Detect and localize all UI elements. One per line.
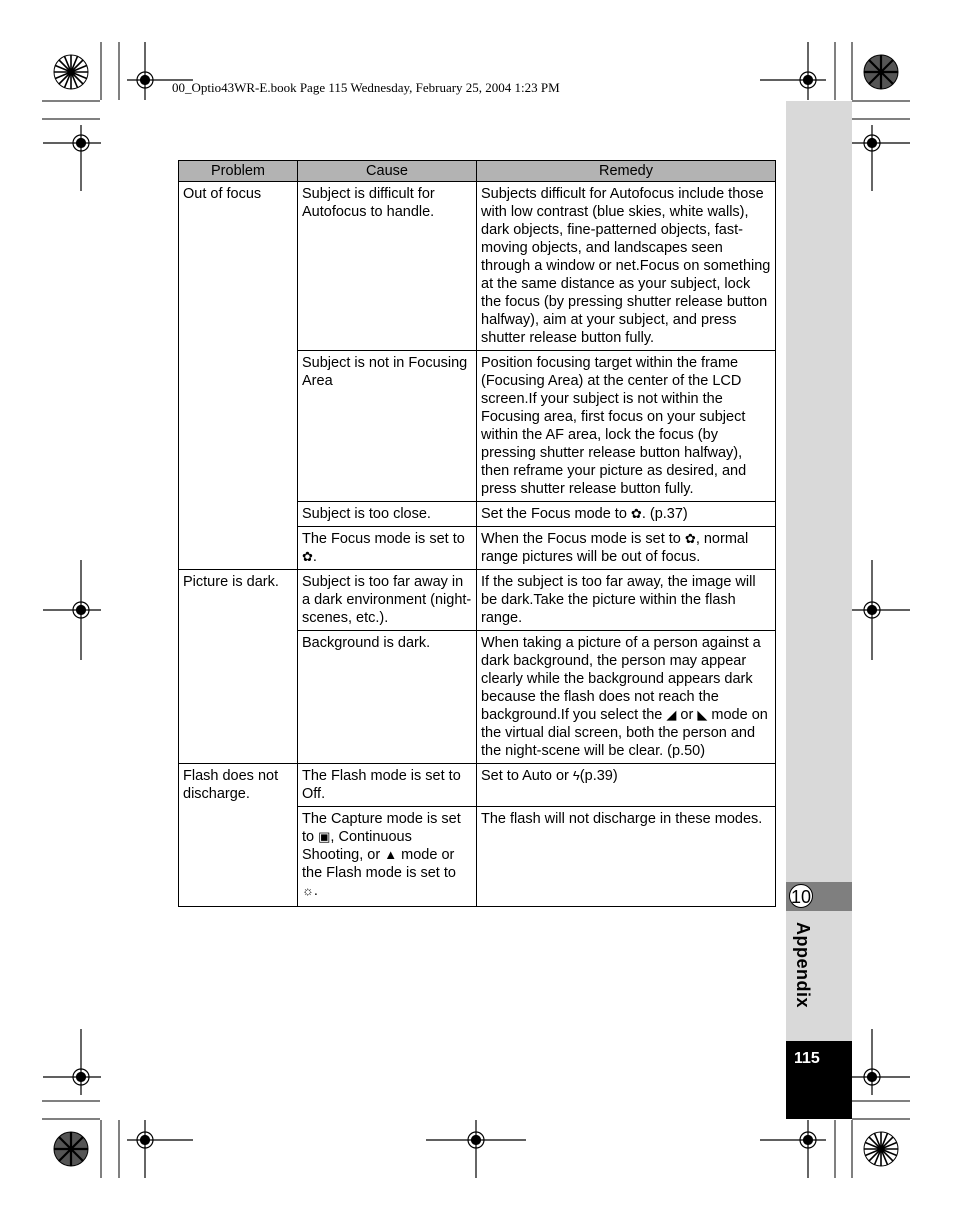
table-row [179, 764, 776, 807]
col-header-remedy: Remedy [477, 161, 776, 182]
cause-cell: The Focus mode is set to ✿. [298, 527, 477, 570]
col-header-problem: Problem [179, 161, 298, 182]
cause-cell: Subject is difficult for Autofocus to handle. [298, 182, 477, 351]
remedy-cell: Set to Auto or ϟ(p.39) [477, 764, 776, 807]
cause-cell: The Flash mode is set to Off. [298, 764, 477, 807]
problem-cell: Picture is dark. [179, 570, 298, 764]
chapter-label: Appendix [793, 922, 813, 1009]
movie-icon: ▣ [318, 829, 331, 844]
flash-icon: ϟ [572, 768, 580, 783]
problem-cell: Flash does not discharge. [179, 764, 298, 907]
troubleshooting-table [178, 160, 776, 907]
table-header-row [179, 161, 776, 182]
macro-icon: ✿ [630, 506, 642, 521]
cause-cell: Subject is not in Focusing Area [298, 351, 477, 502]
remedy-cell: Position focusing target within the frame (Focusing Area) at the center of the LCD screen.If your subject is not within the Focusing area, first focus on your subject within the AF area, lock the focus (by pressing shutter release button halfway), then reframe your picture as desired, and press shutter release button fully. [477, 351, 776, 502]
remedy-cell: Set the Focus mode to ✿. (p.37) [477, 502, 776, 527]
remedy-cell: If the subject is too far away, the image will be dark.Take the picture within the flash range. [477, 570, 776, 631]
problem-cell: Out of focus [179, 182, 298, 570]
print-header: 00_Optio43WR-E.book Page 115 Wednesday, February 25, 2004 1:23 PM [172, 80, 560, 95]
cause-cell: Background is dark. [298, 631, 477, 764]
col-header-cause: Cause [298, 161, 477, 182]
sun-icon: ☼ [302, 883, 314, 898]
remedy-cell: The flash will not discharge in these modes. [477, 807, 776, 907]
table-row [179, 182, 776, 351]
table-row [179, 570, 776, 631]
remedy-cell: When taking a picture of a person against a dark background, the person may appear clearly while the background appears dark because the flash does not reach the background.If you select the ◢ or ◣ mode on the virtual dial screen, both the person and the night-scene will be clear. (p.50) [477, 631, 776, 764]
cause-cell: The Capture mode is set to ▣, Continuous Shooting, or ▲ mode or the Flash mode is set to ☼. [298, 807, 477, 907]
landscape-icon: ▲ [384, 847, 398, 862]
cause-cell: Subject is too close. [298, 502, 477, 527]
remedy-cell: Subjects difficult for Autofocus include those with low contrast (blue skies, white walls), dark objects, fine-patterned objects, fast-moving objects, and landscapes seen through a window or net.Focus on something at the same distance as your subject, lock the focus (by pressing shutter release button halfway), aim at your subject, and press shutter release button fully. [477, 182, 776, 351]
chapter-number: 10 [789, 884, 813, 908]
macro-icon: ✿ [302, 549, 313, 564]
night-scene-portrait-icon: ◢ [666, 707, 677, 722]
cause-cell: Subject is too far away in a dark environment (night-scenes, etc.). [298, 570, 477, 631]
macro-icon: ✿ [684, 531, 696, 546]
portrait-icon: ◣ [697, 707, 708, 722]
page-number: 115 [794, 1050, 820, 1067]
remedy-cell: When the Focus mode is set to ✿, normal range pictures will be out of focus. [477, 527, 776, 570]
